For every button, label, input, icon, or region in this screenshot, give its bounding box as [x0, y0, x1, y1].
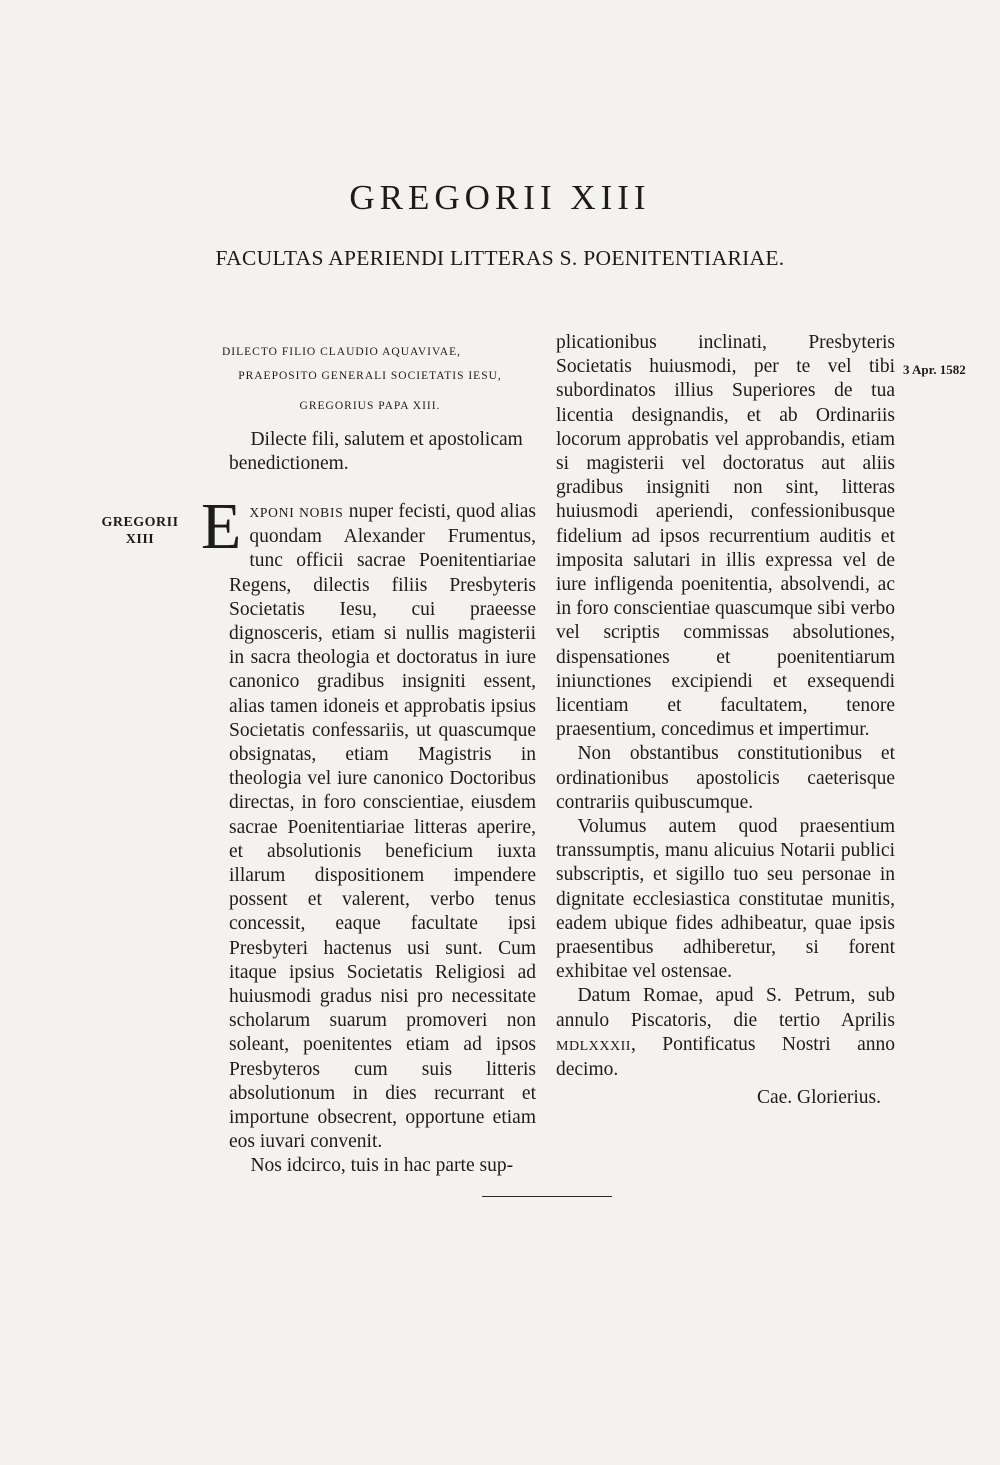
- margin-note-left-line2: XIII: [125, 532, 155, 547]
- address-line-1: DILECTO FILIO CLAUDIO AQUAVIVAE,: [222, 346, 461, 358]
- paragraph-2-continued: plicationibus inclinati, Presbyteris Societatis huiusmodi, per te vel tibi subordinatos illius Superiores de tua licentia designandis, et ab Ordinariis locorum approbatis vel approbandis, etiam si magisterii vel doctoratus aut aliis gradibus insigniti non sint, litteras huiusmodi aperiendi, confessionibusque fidelium ad ipsos recurrentium auditis et imposita salutari in illis expressa vel de iure infligenda poenitentia, absolvendi, ac in foro conscientiae quascumque sibi verbo vel scriptis commissas absolutiones, dispensationes et poenitentiarum iniunctiones excipiendi et exsequendi licentiam et facultatem, tenore praesentium, concedimus et impertimur.: [556, 332, 895, 741]
- address-line-2: PRAEPOSITO GENERALI SOCIETATIS IESU,: [238, 370, 502, 382]
- paragraph-3: Non obstantibus constitutionibus et ordinationibus apostolicis caeterisque contrariis quibuscumque.: [556, 743, 895, 813]
- salutation: [229, 428, 536, 490]
- paragraph-5-tail: , Pontificatus Nostri anno decimo.: [556, 1033, 895, 1081]
- paragraph-5: [556, 984, 895, 1082]
- drop-cap-letter: E: [201, 490, 242, 563]
- year-smallcaps: MDLXXXII: [556, 1037, 631, 1054]
- iesu-smallcaps: Iesu: [339, 598, 372, 620]
- right-column-text: [556, 331, 895, 1111]
- paragraph-5-text: Datum Romae, apud S. Petrum, sub annulo Piscatoris, die tertio Aprilis: [556, 985, 895, 1031]
- document-subtitle: FACULTAS APERIENDI LITTERAS S. POENITENTIARIAE.: [215, 246, 785, 270]
- margin-note-left-line1: GREGORII: [101, 515, 179, 530]
- opening-smallcaps: XPONI NOBIS: [249, 505, 344, 520]
- salutation-text: Dilecte fili, salutem et apostolicam benedictionem.: [229, 429, 523, 475]
- left-column-text: [201, 490, 536, 1179]
- margin-note-date: 3 Apr. 1582: [903, 362, 966, 377]
- margin-note-left: [90, 514, 190, 548]
- page-title: GREGORII XIII: [349, 178, 651, 217]
- address-line-3: GREGORIUS PAPA XIII.: [299, 400, 441, 412]
- paragraph-1: [201, 490, 536, 1154]
- paragraph-1-text: nuper fecisti, quod alias quondam Alexander Frumentus, tunc officii sacrae Poenitentiariae Regens, dilectis filiis Presbyteris Societatis: [229, 501, 536, 620]
- closing-rule: [482, 1196, 612, 1197]
- paragraph-2-start: Nos idcirco, tuis in hac parte sup-: [250, 1155, 514, 1177]
- paragraph-1-tail: , cui praeesse dignosceris, etiam si nullis magisterii in sacra theologia et doctoratus in iure canonico gradibus insigniti essent, alias tamen idoneis et approbatis ipsius Societatis confessariis, ut quascumque obsignatas, etiam Magistris in theologia vel iure canonico Doctoribus directas, in foro conscientiae, eiusdem sacrae Poenitentiariae litteras aperire, et absolutionis beneficium iuxta illarum dispositionem impendere possent et valerent, verbo tenus concessit, eaque facultate ipsi Presbyteri hactenus usi sunt. Cum itaque ipsius Societatis Religiosi ad huiusmodi gradus nisi pro necessitate scholarum suarum promoveri non soleant, poenitentes etiam ad ipsos Presbyteros cum suis litteris absolutionum in dies recurrant et importune obsecrent, opportune etiam eos iuvari convenit.: [229, 598, 536, 1153]
- paragraph-4: Volumus autem quod praesentium transsumptis, manu alicuius Notarii publici subscriptis, et sigillo tuo seu personae in dignitate ecclesiastica constitutae munitis, eadem ubique fides adhibeatur, quae ipsis praesentibus adhiberetur, si forent exhibitae vel ostensae.: [556, 816, 895, 983]
- signature: Cae. Glorierius.: [756, 1087, 881, 1109]
